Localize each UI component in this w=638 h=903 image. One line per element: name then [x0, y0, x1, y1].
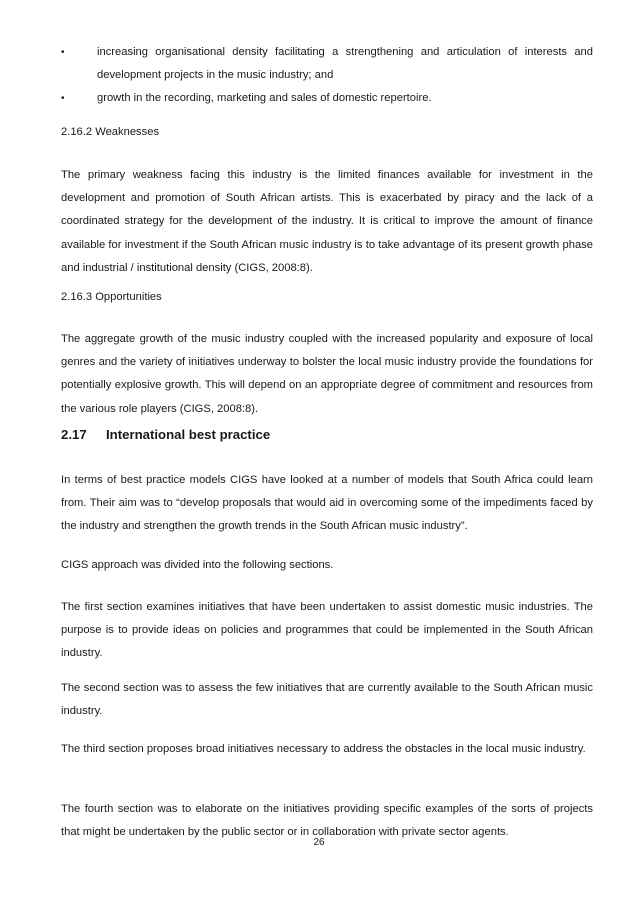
- section-heading: [61, 425, 270, 445]
- bullet-text: increasing organisational density facilitating a strengthening and articulation of interests and development projects in the music industry; and: [97, 46, 593, 81]
- intro-paragraph: In terms of best practice models CIGS have looked at a number of models that South Africa could learn from. Their aim was to “develop proposals that would aid in overcoming some of the impediments faced by the industry and strengthen the growth trends in the South African music industry”.: [61, 474, 593, 533]
- bullet-icon: •: [61, 47, 65, 58]
- second-section-paragraph: The second section was to assess the few initiatives that are currently available to the South African music industry.: [61, 682, 593, 718]
- page-number: 26: [313, 837, 325, 848]
- bullet-text: growth in the recording, marketing and sales of domestic repertoire.: [97, 92, 432, 104]
- fourth-section-paragraph: The fourth section was to elaborate on the initiatives providing specific examples of the sorts of projects that might be undertaken by the public sector or in collaboration with private sector agents.: [61, 803, 593, 839]
- third-section-paragraph: The third section proposes broad initiatives necessary to address the obstacles in the local music industry.: [61, 743, 586, 755]
- intro-paragraph-2: CIGS approach was divided into the following sections.: [61, 559, 334, 571]
- weaknesses-heading: 2.16.2 Weaknesses: [61, 126, 160, 138]
- bullet-item: [61, 87, 593, 110]
- section-number: 2.17: [61, 427, 87, 442]
- bullet-item: [61, 41, 593, 87]
- section-title: International best practice: [106, 427, 271, 442]
- bullet-list: [61, 41, 593, 110]
- opportunities-heading: 2.16.3 Opportunities: [61, 291, 162, 303]
- bullet-icon: •: [61, 93, 65, 104]
- first-section-paragraph: The first section examines initiatives that have been undertaken to assist domestic music industries. The purpose is to provide ideas on policies and programmes that could be implemented in the South African industry.: [61, 601, 593, 660]
- opportunities-paragraph: The aggregate growth of the music industry coupled with the increased popularity and exposure of local genres and the variety of initiatives underway to bolster the local music industry provide the foundations for potentially explosive growth. This will depend on an appropriate degree of commitment and resources from the various role players (CIGS, 2008:8).: [61, 333, 593, 415]
- weaknesses-paragraph: The primary weakness facing this industry is the limited finances available for investment in the development and promotion of South African artists. This is exacerbated by piracy and the lack of a coordinated strategy for the development of the industry. It is critical to improve the amount of finance available for investment if the South African music industry is to take advantage of its present growth phase and industrial / institutional density (CIGS, 2008:8).: [61, 169, 593, 274]
